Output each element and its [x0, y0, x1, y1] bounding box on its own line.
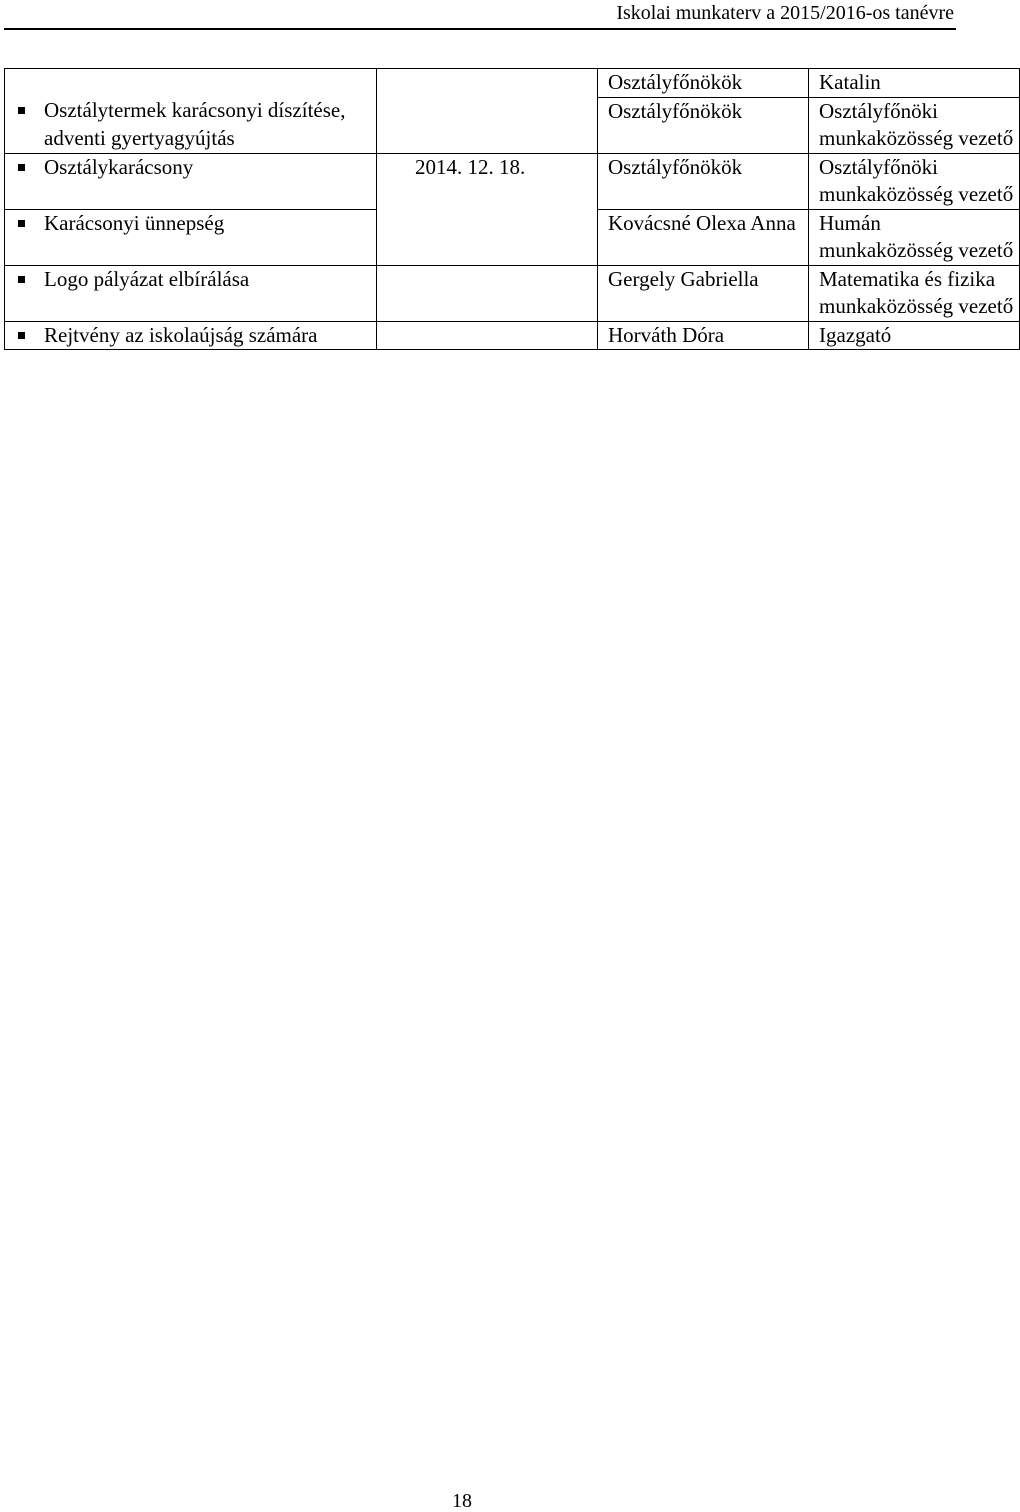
responsible-cell: Osztályfőnökök — [598, 153, 809, 209]
activity-label: Rejtvény az iskolaújság számára — [44, 322, 318, 347]
lead-cell: Humán munkaközösség vezető — [809, 209, 1020, 265]
date-cell — [377, 321, 598, 350]
date-cell — [377, 209, 598, 265]
activity-cell — [5, 321, 377, 350]
activity-cell — [5, 209, 377, 265]
square-bullet-icon — [18, 220, 25, 227]
page-header — [4, 0, 956, 30]
table-row — [5, 69, 1020, 98]
page-number: 18 — [452, 1490, 472, 1512]
activity-cell — [5, 265, 377, 321]
lead-cell: Katalin — [809, 69, 1020, 98]
lead-cell: Osztályfőnöki munkaközösség vezető — [809, 97, 1020, 153]
square-bullet-icon — [18, 276, 25, 283]
responsible-cell: Kovácsné Olexa Anna — [598, 209, 809, 265]
responsible-cell: Osztályfőnökök — [598, 69, 809, 98]
table-row — [5, 209, 1020, 265]
lead-cell: Matematika és fizika munkaközösség vezető — [809, 265, 1020, 321]
date-cell — [377, 265, 598, 321]
table-row — [5, 265, 1020, 321]
activity-label: Osztálytermek karácsonyi díszítése, adventi gyertyagyújtás — [44, 98, 346, 150]
responsible-cell: Osztályfőnökök — [598, 97, 809, 153]
table-row — [5, 321, 1020, 350]
activity-label: Osztálykarácsony — [44, 154, 194, 179]
date-cell — [377, 69, 598, 154]
document-title: Iskolai munkaterv a 2015/2016-os tanévre — [616, 2, 954, 24]
square-bullet-icon — [18, 107, 25, 114]
activity-cell — [5, 69, 377, 98]
responsible-cell: Gergely Gabriella — [598, 265, 809, 321]
date-cell: 2014. 12. 18. — [377, 153, 598, 209]
activity-cell — [5, 153, 377, 209]
lead-cell: Osztályfőnöki munkaközösség vezető — [809, 153, 1020, 209]
activity-table — [4, 68, 1020, 350]
square-bullet-icon — [18, 164, 25, 171]
square-bullet-icon — [18, 332, 25, 339]
lead-cell: Igazgató — [809, 321, 1020, 350]
activity-label: Logo pályázat elbírálása — [44, 266, 250, 291]
activity-label: Karácsonyi ünnepség — [44, 210, 225, 235]
activity-cell — [5, 97, 377, 153]
table-row — [5, 153, 1020, 209]
responsible-cell: Horváth Dóra — [598, 321, 809, 350]
